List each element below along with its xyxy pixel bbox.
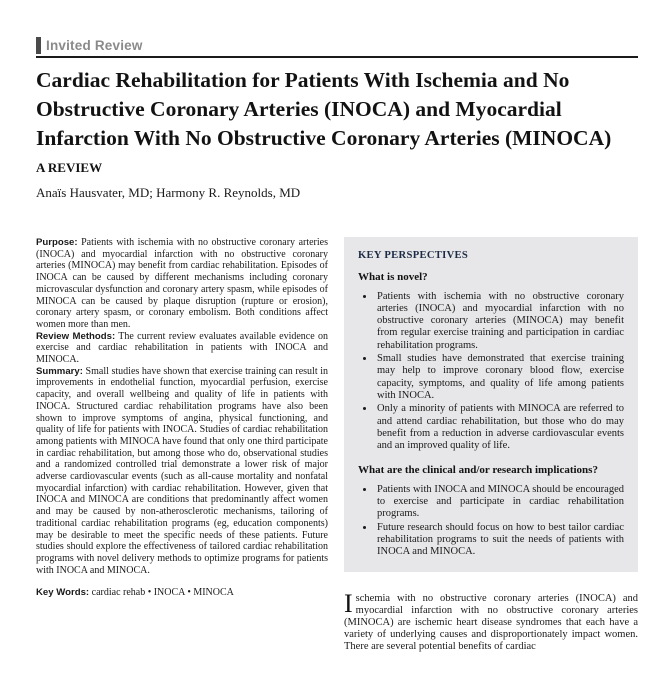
novel-bullet-1: • Patients with ischemia with no obstructive coronary arteries (INOCA) and myocardial infarction with no obstructive coronary arteries (MINOCA) may benefit from regular exercise training and participation in cardiac rehabilitation programs. [375,291,624,352]
intro-paragraph [344,588,638,653]
article-header [36,36,638,58]
question-what-is-novel: What is novel? [358,271,428,284]
kicker-label: Invited Review [46,37,143,53]
implication-bullet-2: • Future research should focus on how to best tailor cardiac rehabilitation programs to suit the needs of patients with INOCA and MINOCA. [375,522,624,559]
article-subtitle: A REVIEW [36,160,103,175]
abstract-methods [36,331,328,366]
implications-bullet-list [358,484,624,559]
right-column [344,237,638,653]
kicker-bar-icon [36,37,41,54]
dropcap-letter: I [344,588,353,618]
summary-text: Small studies have shown that exercise training can result in improvements in endothelial function, myocardial perfusion, exercise capacity, and overall wellbeing and quality of life in patients with INOCA. Structured cardiac rehabilitation programs have also been shown to improve symptoms of angina, physical functioning, and quality of life for patients with INOCA. Studies of cardiac rehabilitation among patients with MINOCA have found that only one third participate in cardiac rehabilitation, but among those who do, observational studies and a randomized controlled trial demonstrate a lower risk of major adverse cardiovascular events (such as all-cause mortality and nonfatal myocardial infarction) with cardiac rehabilitation. However, given that INOCA and MINOCA are conditions that predominantly affect women and may be caused by non-atherosclerotic mechanisms, tailoring of traditional cardiac rehabilitation programs (eg, education components) may be desirable to meet the specific needs of these patients. Future studies should explore the effectiveness of tailored cardiac rehabilitation programs with novel delivery methods to optimize programs for patients with INOCA and MINOCA. [36,365,328,576]
novel-bullet-2: • Small studies have demonstrated that exercise training may help to improve coronary blood flow, exercise capacity, symptoms, and quality of life among patients with INOCA. [375,353,624,402]
summary-label: Summary: [36,365,83,377]
keywords-line [36,587,328,599]
methods-label: Review Methods: [36,330,116,342]
article-authors: Anaïs Hausvater, MD; Harmony R. Reynolds, MD [36,185,301,200]
intro-text: schemia with no obstructive coronary arteries (INOCA) and myocardial infarction with no obstructive coronary arteries (MINOCA) are ischemic heart disease syndromes that each have a variety of underlying causes and disproportionately impact women. There are several potential benefits of cardiac [344,592,638,652]
novel-bullet-3: • Only a minority of patients with MINOCA are referred to and attend cardiac rehabilitation, but those who do may benefit from a reduction in adverse cardiovascular events and an improved quality of life. [375,403,624,452]
key-perspectives-box [344,237,638,572]
two-column-body [36,237,638,653]
question-implications: What are the clinical and/or research implications? [358,464,598,477]
abstract-column [36,237,328,653]
header-rule [36,56,638,58]
section-kicker [36,36,638,54]
key-perspectives-heading: KEY PERSPECTIVES [358,250,469,261]
purpose-label: Purpose: [36,237,78,248]
article-title: Cardiac Rehabilitation for Patients With Ischemia and No Obstructive Coronary Arteries (INOCA) and Myocardial Infarction With No Obstructive Coronary Arteries (MINOCA) [36,68,612,150]
keywords-label: Key Words: [36,587,90,599]
methods-text: The current review evaluates available evidence on exercise and cardiac rehabilitation in patients with INOCA and MINOCA. [36,330,328,366]
keywords-text: cardiac rehab • INOCA • MINOCA [91,587,234,599]
implication-bullet-1: • Patients with INOCA and MINOCA should be encouraged to exercise and participate in cardiac rehabilitation programs. [375,484,624,521]
abstract-purpose [36,237,328,331]
abstract-summary [36,366,328,577]
novel-bullet-list [358,291,624,453]
purpose-text: Patients with ischemia with no obstructive coronary arteries (INOCA) and myocardial infarction with no obstructive coronary arteries (MINOCA) may benefit from cardiac rehabilitation. Episodes of INOCA can be caused by different mechanisms including coronary microvascular dysfunction and coronary artery spasm, while episodes of MINOCA can be caused by plaque disruption (rupture or erosion), coronary artery spasm, or coronary embolism. Both conditions affect women more than men. [36,237,328,330]
